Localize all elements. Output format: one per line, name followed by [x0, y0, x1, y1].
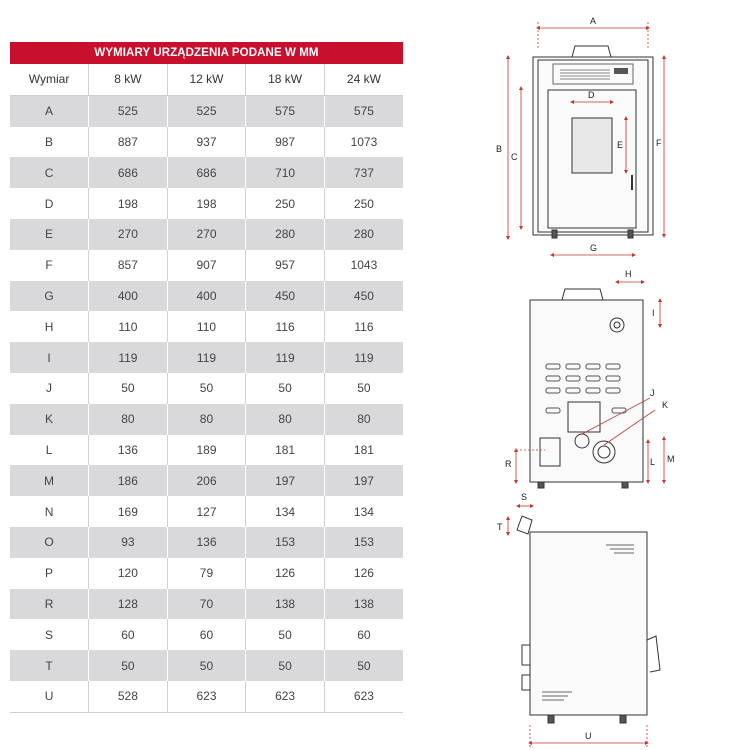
dimension-value-cell: 50: [324, 650, 403, 681]
dimension-value-cell: 60: [89, 619, 168, 650]
dimension-code-cell: A: [10, 95, 89, 126]
dimension-value-cell: 50: [167, 373, 246, 404]
dim-label-a: A: [590, 16, 597, 26]
dimension-code-cell: R: [10, 589, 89, 620]
dimension-value-cell: 186: [89, 465, 168, 496]
dimension-value-cell: 450: [246, 281, 325, 312]
header-18kw: 18 kW: [246, 64, 325, 95]
dimension-value-cell: 138: [324, 589, 403, 620]
dimension-code-cell: K: [10, 404, 89, 435]
dimension-value-cell: 710: [246, 157, 325, 188]
dim-label-s: S: [521, 492, 528, 502]
dimension-value-cell: 138: [246, 589, 325, 620]
dim-label-l: L: [650, 457, 656, 467]
dimension-value-cell: 857: [89, 250, 168, 281]
dimension-value-cell: 1073: [324, 127, 403, 158]
dimension-value-cell: 525: [167, 95, 246, 126]
dimension-value-cell: 60: [167, 619, 246, 650]
dimension-code-cell: M: [10, 465, 89, 496]
dimension-value-cell: 987: [246, 127, 325, 158]
dimension-value-cell: 120: [89, 558, 168, 589]
dimension-code-cell: N: [10, 496, 89, 527]
dimension-value-cell: 1043: [324, 250, 403, 281]
dimension-value-cell: 270: [167, 219, 246, 250]
dimension-value-cell: 957: [246, 250, 325, 281]
dimension-value-cell: 93: [89, 527, 168, 558]
dim-label-g: G: [590, 243, 598, 253]
dimension-value-cell: 169: [89, 496, 168, 527]
dim-label-f: F: [656, 138, 662, 148]
dimension-value-cell: 116: [324, 311, 403, 342]
dim-label-i: I: [652, 308, 655, 318]
dim-label-c: C: [511, 152, 518, 162]
dimension-value-cell: 623: [167, 681, 246, 712]
dimension-value-cell: 80: [324, 404, 403, 435]
dimension-value-cell: 400: [167, 281, 246, 312]
dimension-value-cell: 153: [324, 527, 403, 558]
dimension-value-cell: 116: [246, 311, 325, 342]
dimension-value-cell: 450: [324, 281, 403, 312]
dimension-value-cell: 50: [324, 373, 403, 404]
dimension-value-cell: 937: [167, 127, 246, 158]
dim-label-t: T: [497, 522, 503, 532]
dimension-value-cell: 134: [246, 496, 325, 527]
dimension-value-cell: 50: [246, 619, 325, 650]
dimension-code-cell: P: [10, 558, 89, 589]
dimension-value-cell: 60: [324, 619, 403, 650]
dimension-value-cell: 623: [324, 681, 403, 712]
dimension-value-cell: 907: [167, 250, 246, 281]
dimension-value-cell: 525: [89, 95, 168, 126]
dim-label-d: D: [588, 90, 595, 100]
dimension-value-cell: 181: [246, 435, 325, 466]
dimension-value-cell: 134: [324, 496, 403, 527]
dimension-value-cell: 50: [89, 650, 168, 681]
dimension-value-cell: 79: [167, 558, 246, 589]
dimension-value-cell: 136: [89, 435, 168, 466]
dimension-code-cell: C: [10, 157, 89, 188]
dimension-value-cell: 50: [167, 650, 246, 681]
dimension-value-cell: 737: [324, 157, 403, 188]
dimension-value-cell: 280: [324, 219, 403, 250]
dimension-value-cell: 270: [89, 219, 168, 250]
side-view-drawing: [517, 516, 660, 723]
dimension-value-cell: 119: [167, 342, 246, 373]
dimension-value-cell: 197: [246, 465, 325, 496]
dimension-value-cell: 528: [89, 681, 168, 712]
dim-label-b: B: [496, 144, 503, 154]
dimension-value-cell: 280: [246, 219, 325, 250]
dimension-value-cell: 250: [324, 188, 403, 219]
header-wymiar: Wymiar: [10, 64, 89, 95]
dimension-value-cell: 128: [89, 589, 168, 620]
dim-label-r: R: [505, 459, 512, 469]
dimension-value-cell: 686: [89, 157, 168, 188]
dimension-value-cell: 110: [167, 311, 246, 342]
dimension-value-cell: 119: [89, 342, 168, 373]
table-title: WYMIARY URZĄDZENIA PODANE W MM: [10, 42, 403, 64]
dimension-value-cell: 119: [246, 342, 325, 373]
dimension-code-cell: T: [10, 650, 89, 681]
header-24kw: 24 kW: [324, 64, 403, 95]
dimension-code-cell: I: [10, 342, 89, 373]
dimension-value-cell: 126: [324, 558, 403, 589]
dimension-value-cell: 400: [89, 281, 168, 312]
dimension-value-cell: 887: [89, 127, 168, 158]
dim-label-u: U: [585, 731, 592, 741]
dimension-value-cell: 189: [167, 435, 246, 466]
dimension-code-cell: E: [10, 219, 89, 250]
dimension-code-cell: D: [10, 188, 89, 219]
dimension-value-cell: 70: [167, 589, 246, 620]
dimension-value-cell: 50: [246, 650, 325, 681]
dimension-value-cell: 153: [246, 527, 325, 558]
dimension-code-cell: U: [10, 681, 89, 712]
dimension-value-cell: 686: [167, 157, 246, 188]
dimension-code-cell: O: [10, 527, 89, 558]
dimension-value-cell: 126: [246, 558, 325, 589]
dimension-value-cell: 181: [324, 435, 403, 466]
dimension-value-cell: 206: [167, 465, 246, 496]
dimension-value-cell: 250: [246, 188, 325, 219]
dimension-code-cell: F: [10, 250, 89, 281]
dimension-value-cell: 623: [246, 681, 325, 712]
dimension-value-cell: 119: [324, 342, 403, 373]
dimension-value-cell: 80: [246, 404, 325, 435]
dimension-value-cell: 50: [89, 373, 168, 404]
dimension-value-cell: 80: [167, 404, 246, 435]
back-view-drawing: [530, 289, 643, 488]
dimension-value-cell: 198: [89, 188, 168, 219]
dimension-value-cell: 198: [167, 188, 246, 219]
dim-label-h: H: [625, 269, 632, 279]
dimension-code-cell: B: [10, 127, 89, 158]
dimension-code-cell: J: [10, 373, 89, 404]
dim-label-k: K: [662, 400, 669, 410]
dimension-code-cell: S: [10, 619, 89, 650]
dimension-value-cell: 136: [167, 527, 246, 558]
dimension-code-cell: G: [10, 281, 89, 312]
dimension-value-cell: 197: [324, 465, 403, 496]
dimension-value-cell: 575: [246, 95, 325, 126]
dimension-value-cell: 80: [89, 404, 168, 435]
dimension-code-cell: L: [10, 435, 89, 466]
dimension-value-cell: 575: [324, 95, 403, 126]
dim-label-j: J: [650, 388, 655, 398]
dimension-value-cell: 50: [246, 373, 325, 404]
front-view-drawing: [533, 46, 653, 238]
dim-label-m: M: [667, 454, 675, 464]
dim-label-e: E: [617, 140, 624, 150]
header-8kw: 8 kW: [89, 64, 168, 95]
dimension-value-cell: 110: [89, 311, 168, 342]
dimension-value-cell: 127: [167, 496, 246, 527]
header-12kw: 12 kW: [167, 64, 246, 95]
dimension-code-cell: H: [10, 311, 89, 342]
